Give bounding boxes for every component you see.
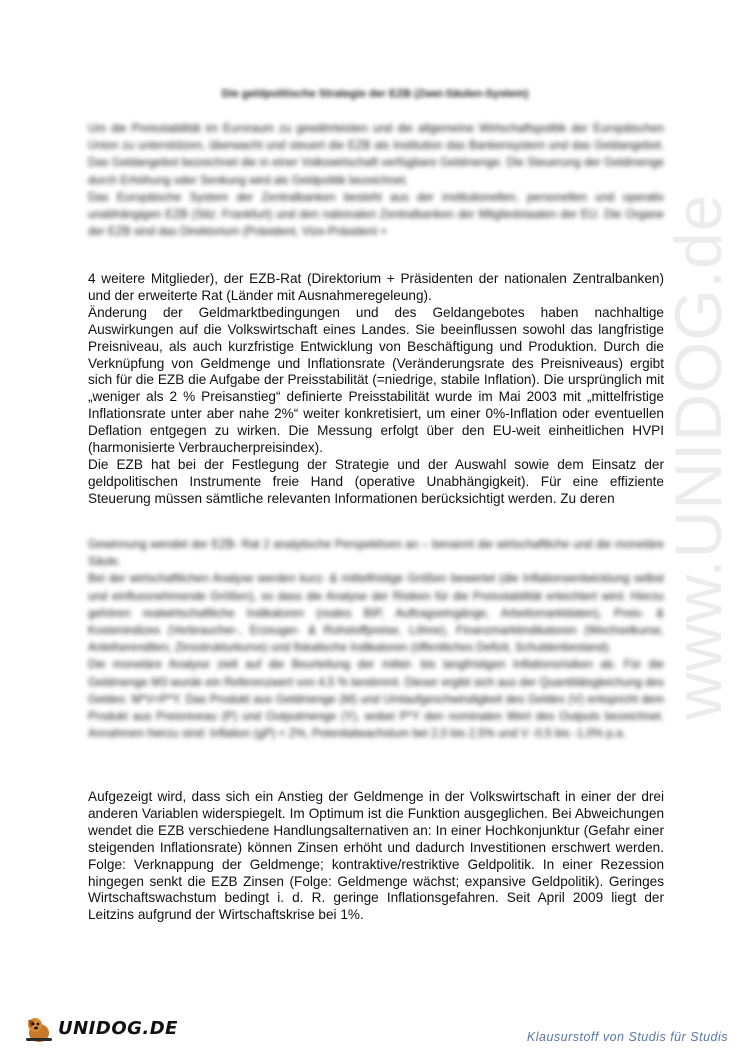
watermark: www.UNIDOG.de [661, 193, 735, 720]
paragraph: Aufgezeigt wird, dass sich ein Anstieg der Geldmenge in der Volkswirtschaft in einer der drei anderen Variablen widerspiegelt. Im Optimum ist die Funktion ausgeglichen. Bei Abweichungen wendet die EZB verschiedene Handlungsalternativen an: In einer Hochkonjunktur (Gefahr einer steigenden Inflationsrate) können Zinsen erhöht und dadurch Investitionen erschwert werden. Folge: Verknappung der Geldmenge; kontraktive/restriktive Geldpolitik. In einer Rezession hingegen senkt die EZB Zinsen (Folge: Geldmenge wächst; expansive Geldpolitik). Geringes Wirtschaftswachstum bedingt i. d. R. geringe Inflationsgefahren. Seit April 2009 liegt der Leitzins aufgrund der Wirtschaftskrise bei 1%. [88, 789, 664, 923]
paragraph: Gewinnung wendet der EZB- Rat 2 analytische Perspektiven an – benannt die wirtschaftliche und die monetäre Säule. [88, 538, 664, 569]
document-title: Die geldpolitische Strategie der EZB (Zwei-Säulen-System) [221, 88, 529, 100]
readable-text-block-2 [88, 789, 664, 924]
blurred-text-block-top [88, 120, 664, 240]
paragraph: Um die Preisstabilität im Euroraum zu gewährleisten und die allgemeine Wirtschaftspolitik der Europäischen Union zu unterstützen, überwacht und steuert die EZB als Institution das Bankensystem und das Geldangebot. Das Geldangebot bezeichnet die in einer Volkswirtschaft verfügbare Geldmenge. Die Steuerung der Geldmenge durch Erhöhung oder Senkung wird als Geldpolitik bezeichnet. [88, 122, 664, 187]
paragraph: Bei der wirtschaftlichen Analyse werden kurz- & mittelfristige Größen bewertet (die Inflationsentwicklung selbst und einflussnehmende Größen), so dass die Analyse der Risiken für die Preisstabilität erleichtert wird. Hierzu gehören realwirtschaftliche Indikatoren (reales BIP, Auftragseingänge, Arbeitsmarktdaten), Preis- & Kostenindizes (Verbraucher-, Erzeuger- & Rohstoffpreise, Löhne), Finanzmarktindikatoren (Wechselkurse, Anleiherenditen, Zinsstrukturkurve) und fiskalische Indikatoren (öffentliches Defizit, Schuldenbestand). [88, 572, 664, 655]
paragraph: 4 weitere Mitglieder), der EZB-Rat (Direktorium + Präsidenten der nationalen Zentralbanken) und der erweiterte Rat (Länder mit Ausnahmeregeleung). [88, 271, 664, 303]
readable-text-block-1 [88, 271, 664, 508]
footer-tagline: Klausurstoff von Studis für Studis [526, 1030, 728, 1044]
unidog-logo [22, 1012, 182, 1048]
paragraph: Das Europäische System der Zentralbanken besteht aus der institutionellen, personellen und operativ unabhängigen EZB (Sitz: Frankfurt) und den nationalen Zentralbanken der Mitgliedstaaten der EU. Die Organe der EZB sind das Direktorium (Präsident, Vize-Präsident + [88, 190, 664, 239]
paragraph: Änderung der Geldmarktbedingungen und des Geldangebotes haben nachhaltige Auswirkungen auf die Volkswirtschaft eines Landes. Sie beeinflussen sowohl das langfristige Preisniveau, als auch kurzfristige Entwicklung von Beschäftigung und Produktion. Durch die Verknüpfung von Geldmenge und Inflationsrate (Veränderungsrate des Preisniveaus) ergibt sich für die EZB die Aufgabe der Preisstabilität (=niedrige, stabile Inflation). Die ursprünglich mit „weniger als 2 % Preisanstieg“ definierte Preisstabilität wurde im Mai 2003 mit „mittelfristige Inflationsrate unter aber nahe 2%“ weiter konkretisiert, um einer 0%-Inflation oder eventuellen Deflation entgegen zu wirken. Die Messung erfolgt über den EU-weit einheitlichen HVPI (harmonisierte Verbraucherpreisindex). [88, 304, 664, 456]
logo-text: UNIDOG.DE [58, 1018, 178, 1039]
dog-icon [22, 1012, 56, 1046]
paragraph: Die EZB hat bei der Festlegung der Strategie und der Auswahl sowie dem Einsatz der geldpolitischen Instrumente freie Hand (operative Unabhängigkeit). Für eine effiziente Steuerung müssen sämtliche relevanten Informationen berücksichtigt werden. Zu deren [88, 456, 664, 506]
paragraph: Die monetäre Analyse zielt auf die Beurteilung der mittel- bis langfristigen Inflationsrisiken ab. Für die Geldmenge M3 wurde ein Referenzwert von 4,5 % bestimmt. Dieser ergibt sich aus der Quantitätsgleichung des Geldes: M*V=P*Y. Das Produkt aus Geldmenge (M) und Umlaufgeschwindigkeit des Geldes (V) entspricht dem Produkt aus Preisniveau (P) und Outputmenge (Y), wobei P*Y den nominalen Wert des Outputs bezeichnet. Annahmen hierzu sind: Inflation (gP) < 2%, Potentialwachstum bei 2,0 bis 2,5% und V -0,5 bis -1,0% p.a. [88, 658, 664, 741]
blurred-text-block-middle [88, 536, 664, 742]
